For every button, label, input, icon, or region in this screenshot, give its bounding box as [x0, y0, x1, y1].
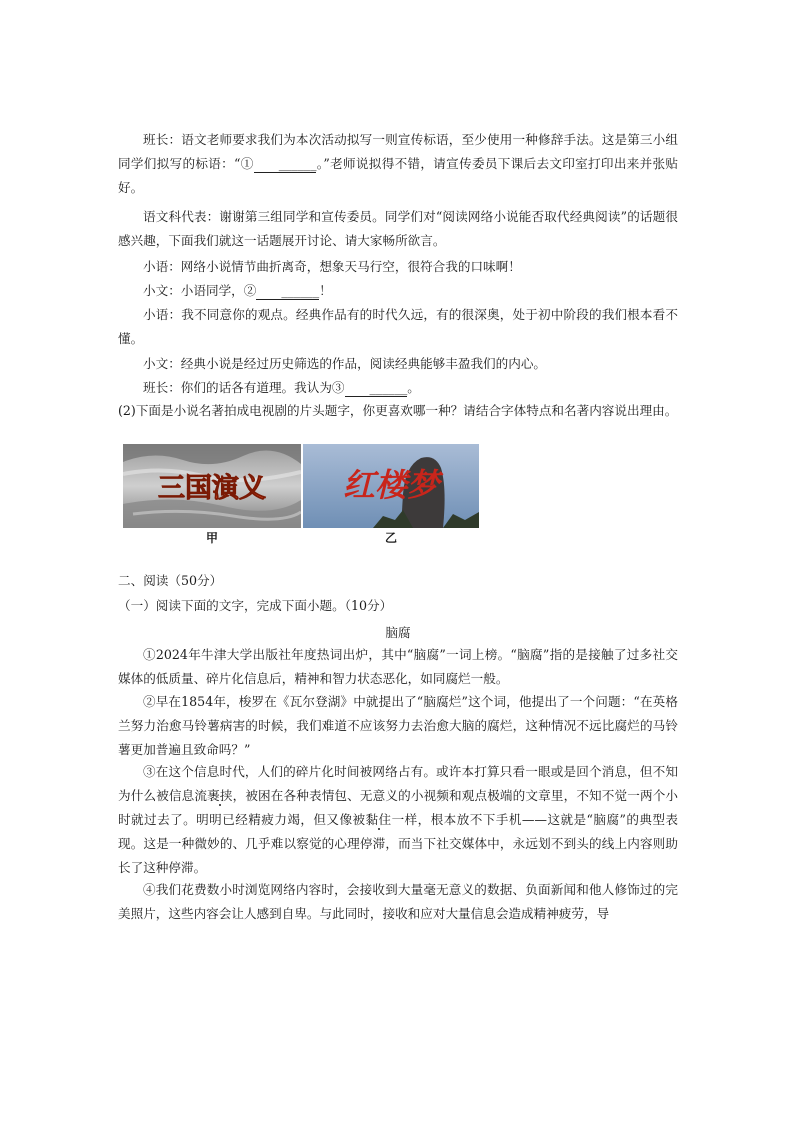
caption-yi: 乙 [384, 531, 397, 545]
paragraph-banzhang-2: 班长：你们的话各有道理。我认为③ ______。 [143, 380, 420, 395]
blank-3[interactable]: ______ [345, 380, 408, 397]
section-heading: 二、阅读（50分） [118, 573, 223, 588]
question-2: (2)下面是小说名著拍成电视剧的片头题字，你更喜欢哪一种？请结合字体特点和名著内容说出理由。 [118, 403, 678, 418]
paragraph-xiaoyu-2: 小语：我不同意你的观点。经典作品有的时代久远，有的很深奥，处于初中阶段的我们根本看不懂。 [118, 307, 678, 346]
article-paragraph-4: ④我们花费数小时浏览网络内容时，会接收到大量毫无意义的数据、负面新闻和他人修饰过的完美照片，这些内容会让人感到自卑。与此同时，接收和应对大量信息会造成精神疲劳，导 [118, 882, 678, 921]
blank-1[interactable]: ______ [254, 156, 317, 173]
caption-jia: 甲 [205, 531, 218, 545]
sanguo-title-text: 三国演义 [158, 473, 266, 504]
emphasis-word-2: 黏住 [365, 812, 392, 827]
paragraph-banzhang-1: 班长：语文老师要求我们为本次活动拟写一则宣传标语，至少使用一种修辞手法。这是第三小组同学们拟写的标语：“① ______。”老师说拟得不错，请宣传委员下课后去文印室打印出来并张贴好。 [118, 132, 678, 195]
blank-2[interactable]: ______ [256, 283, 319, 300]
image-jia-sanguo [123, 444, 301, 528]
paragraph-yuwen: 语文科代表：谢谢第三组同学和宣传委员。同学们对“阅读网络小说能否取代经典阅读”的话题很感兴趣，下面我们就这一话题展开讨论、请大家畅所欲言。 [118, 209, 678, 248]
sanguo-title-image [123, 444, 301, 528]
emphasis-word-1: 裹挟 [207, 788, 233, 803]
paragraph-xiaowen-1: 小文：小语同学，② ______！ [143, 283, 332, 298]
article-paragraph-3: ③在这个信息时代，人们的碎片化时间被网络占有。或许本打算只看一眼或是回个消息，但不知为什么被信息流裹挟，被困在各种表情包、无意义的小视频和观点极端的文章里，不知不觉一两个小时就过去了。明明已经精疲力竭，但又像被黏住一样，根本放不下手机——这就是“脑腐”的典型表现。这是一种微妙的、几乎难以察觉的心理停滞，而当下社交媒体中，永远划不到头的线上内容则助长了这种停滞。 [118, 764, 679, 875]
honglou-title-text: 红楼梦 [342, 466, 440, 504]
article-paragraph-2: ②早在1854年，梭罗在《瓦尔登湖》中就提出了“脑腐烂”这个词，他提出了一个问题：“在英格兰努力治愈马铃薯病害的时候，我们难道不应该努力去治愈大脑的腐烂，这种情况不远比腐烂的马铃薯更加普遍且致命吗？” [118, 694, 678, 757]
image-yi-honglou [303, 444, 479, 528]
section-sub-heading: （一）阅读下面的文字，完成下面小题。（10分） [118, 598, 393, 613]
article-paragraph-1: ①2024年牛津大学出版社年度热词出炉，其中“脑腐”一词上榜。“脑腐”指的是接触了过多社交媒体的低质量、碎片化信息后，精神和智力状态恶化，如同腐烂一般。 [118, 647, 678, 686]
honglou-title-image [303, 444, 479, 528]
paragraph-xiaoyu-1: 小语：网络小说情节曲折离奇，想象天马行空，很符合我的口味啊！ [143, 259, 521, 274]
article-title: 脑腐 [385, 625, 411, 640]
paragraph-xiaowen-2: 小文：经典小说是经过历史筛选的作品，阅读经典能够丰盈我们的内心。 [143, 356, 546, 371]
